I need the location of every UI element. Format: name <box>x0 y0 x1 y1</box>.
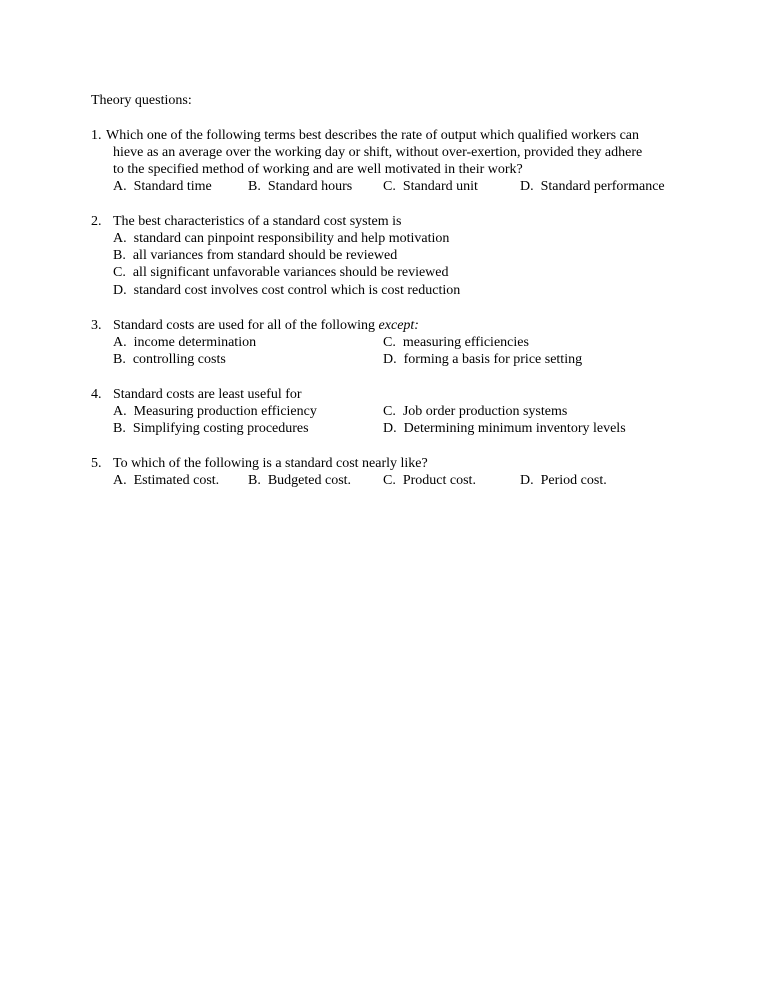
question-1-option-b <box>248 178 352 195</box>
option-letter: D. <box>113 283 127 298</box>
option-letter: D. <box>383 421 397 436</box>
option-letter: C. <box>383 404 396 419</box>
question-4-option-b <box>113 420 309 437</box>
option-text: Period cost. <box>540 473 607 488</box>
question-1-stem-line-2: hieve as an average over the working day or shift, without over-exertion, provided they adhere <box>113 145 643 160</box>
question-2-option-b <box>113 247 397 264</box>
option-letter: A. <box>113 404 127 419</box>
question-4-option-d <box>383 420 626 437</box>
option-text: Budgeted cost. <box>267 473 352 488</box>
question-5-number: 5. <box>91 456 102 471</box>
question-1-number: 1. <box>91 128 102 143</box>
question-1-option-c <box>383 178 478 195</box>
question-5-option-a <box>113 472 219 489</box>
option-letter: B. <box>248 179 261 194</box>
option-text: Standard hours <box>267 179 353 194</box>
option-letter: A. <box>113 473 127 488</box>
option-letter: B. <box>113 421 126 436</box>
option-text: Job order production systems <box>402 404 568 419</box>
question-2-number: 2. <box>91 214 102 229</box>
option-text: standard can pinpoint responsibility and help motivation <box>133 231 450 246</box>
question-4-option-a <box>113 403 317 420</box>
question-3-option-d <box>383 351 582 368</box>
option-text: Product cost. <box>402 473 476 488</box>
question-5-option-c <box>383 472 476 489</box>
option-letter: D. <box>520 473 534 488</box>
question-2-option-c <box>113 264 449 281</box>
question-1-option-d <box>520 178 665 195</box>
question-5-option-d <box>520 472 607 489</box>
question-1-option-a <box>113 178 212 195</box>
option-text: controlling costs <box>132 352 226 367</box>
option-letter: A. <box>113 179 127 194</box>
option-text: all variances from standard should be reviewed <box>132 248 398 263</box>
question-4-number: 4. <box>91 387 102 402</box>
question-2-option-d <box>113 282 460 299</box>
question-3-option-c <box>383 334 529 351</box>
question-1-stem-line-1: Which one of the following terms best describes the rate of output which qualified workers can <box>106 128 640 143</box>
option-letter: D. <box>383 352 397 367</box>
question-5-option-b <box>248 472 351 489</box>
question-3-stem-text: Standard costs are used for all of the following <box>113 318 379 333</box>
option-letter: B. <box>248 473 261 488</box>
question-3-option-a <box>113 334 256 351</box>
option-text: Estimated cost. <box>133 473 220 488</box>
question-3-number: 3. <box>91 318 102 333</box>
option-text: Standard performance <box>540 179 665 194</box>
option-letter: B. <box>113 248 126 263</box>
question-1-stem-line-3: to the specified method of working and are well motivated in their work? <box>113 162 523 177</box>
option-text: forming a basis for price setting <box>403 352 583 367</box>
question-5-stem: To which of the following is a standard cost nearly like? <box>113 456 428 471</box>
option-letter: A. <box>113 335 127 350</box>
option-text: Standard unit <box>402 179 478 194</box>
option-text: Standard time <box>133 179 212 194</box>
question-2-option-a <box>113 230 449 247</box>
question-3-option-b <box>113 351 226 368</box>
question-4-stem: Standard costs are least useful for <box>113 387 302 402</box>
option-text: standard cost involves cost control which is cost reduction <box>133 283 461 298</box>
question-3-stem <box>113 317 419 334</box>
option-text: all significant unfavorable variances should be reviewed <box>132 265 449 280</box>
option-letter: A. <box>113 231 127 246</box>
option-text: Measuring production efficiency <box>133 404 317 419</box>
option-text: income determination <box>133 335 257 350</box>
option-letter: C. <box>383 473 396 488</box>
option-text: Simplifying costing procedures <box>132 421 309 436</box>
question-3-stem-emphasis: except: <box>378 318 419 333</box>
section-heading: Theory questions: <box>91 93 192 108</box>
question-2-stem: The best characteristics of a standard cost system is <box>113 214 402 229</box>
option-text: measuring efficiencies <box>402 335 529 350</box>
option-letter: C. <box>383 335 396 350</box>
option-text: Determining minimum inventory levels <box>403 421 626 436</box>
option-letter: C. <box>113 265 126 280</box>
option-letter: D. <box>520 179 534 194</box>
option-letter: B. <box>113 352 126 367</box>
option-letter: C. <box>383 179 396 194</box>
question-4-option-c <box>383 403 567 420</box>
